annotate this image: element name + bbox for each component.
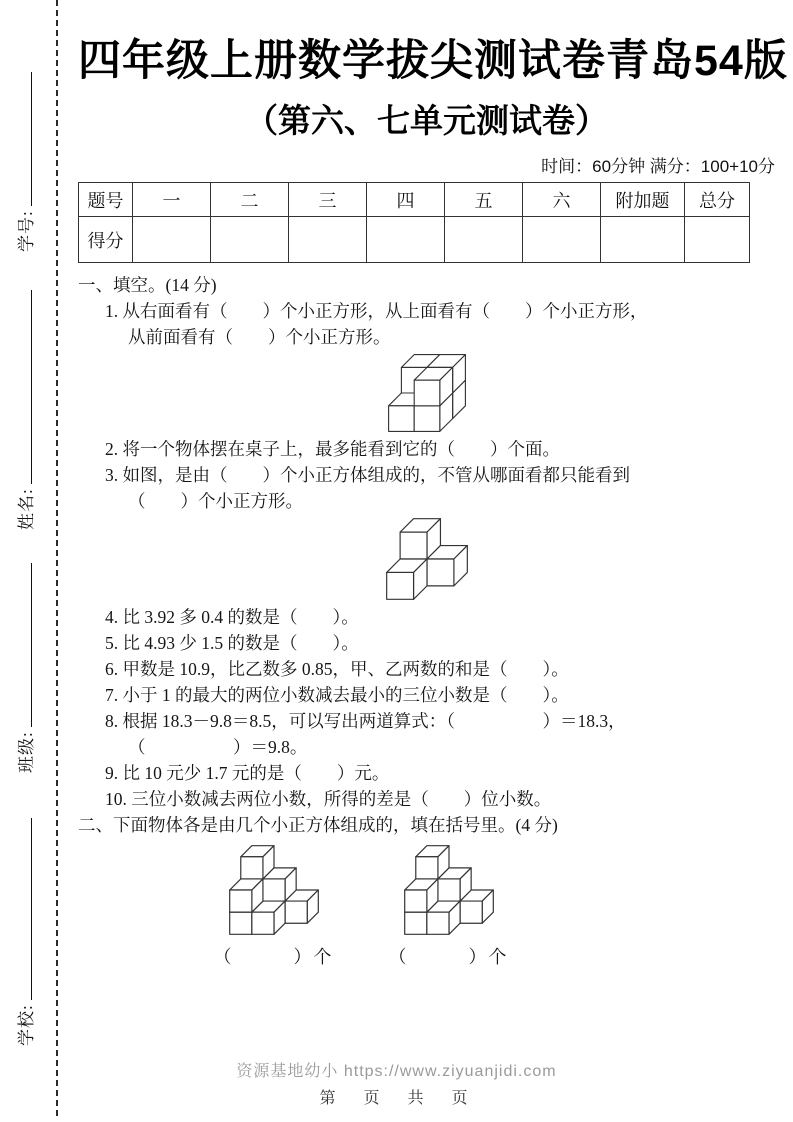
question-body [78, 272, 775, 969]
paper-content [78, 0, 788, 969]
score-col-header: 总分 [685, 183, 750, 217]
school-label: 学校: [17, 1004, 36, 1046]
time-score-meta: 时间：60分钟 满分：100+10分 [541, 157, 775, 176]
section-2-figures [186, 844, 775, 969]
score-cell[interactable] [601, 217, 685, 263]
question-7: 7. 小于 1 的最大的两位小数减去最小的三位小数是（ ）。 [105, 685, 569, 705]
class-label: 班级: [17, 731, 36, 773]
question-3-line-2: （ ）个小正方形。 [128, 491, 303, 511]
score-col-header: 二 [211, 183, 289, 217]
answer-caption-right: （ ）个 [388, 947, 509, 967]
page-footer [0, 1058, 793, 1108]
score-cell[interactable] [133, 217, 211, 263]
question-1-figure [78, 353, 775, 433]
answer-caption-left: （ ）个 [213, 947, 334, 967]
section-1-heading: 一、填空。(14 分) [78, 275, 217, 295]
section-2-heading: 二、下面物体各是由几个小正方体组成的，填在括号里。(4 分) [78, 815, 558, 835]
paper-subtitle: （第六、七单元测试卷） [245, 102, 608, 139]
question-9: 9. 比 10 元少 1.7 元的是（ ）元。 [105, 763, 390, 783]
score-table-header-row [79, 183, 750, 217]
question-1-line-2: 从前面看有（ ）个小正方形。 [128, 327, 391, 347]
question-5: 5. 比 4.93 少 1.5 的数是（ ）。 [105, 633, 359, 653]
question-6: 6. 甲数是 10.9，比乙数多 0.85，甲、乙两数的和是（ ）。 [105, 659, 569, 679]
student-id-field [15, 72, 39, 252]
school-field [15, 818, 39, 1046]
name-field [15, 290, 39, 530]
question-10: 10. 三位小数减去两位小数，所得的差是（ ）位小数。 [105, 789, 552, 809]
student-id-label: 学号: [17, 210, 36, 252]
score-cell[interactable] [523, 217, 601, 263]
question-2: 2. 将一个物体摆在桌子上，最多能看到它的（ ）个面。 [105, 439, 560, 459]
score-col-header: 三 [289, 183, 367, 217]
footer-site-credit: 资源基地幼小 https://www.ziyuanjidi.com [236, 1063, 557, 1080]
score-table [78, 182, 750, 263]
question-4: 4. 比 3.92 多 0.4 的数是（ ）。 [105, 607, 359, 627]
question-8-line-1: 8. 根据 18.3－9.8＝8.5，可以写出两道算式：（ ）＝18.3， [105, 711, 626, 731]
question-3-figure [78, 517, 775, 601]
score-col-header: 一 [133, 183, 211, 217]
section-2-figure-left [186, 844, 361, 969]
question-1-line-1: 1. 从右面看有（ ）个小正方形，从上面看有（ ）个小正方形， [105, 301, 648, 321]
score-table-score-row [79, 217, 750, 263]
cube-figure-q3 [375, 517, 479, 601]
binding-dashed-line [56, 0, 58, 1116]
score-cell[interactable] [211, 217, 289, 263]
score-cell[interactable] [685, 217, 750, 263]
question-8-line-2: （ ）＝9.8。 [128, 737, 308, 757]
score-col-header: 五 [445, 183, 523, 217]
class-blank-line[interactable] [17, 563, 32, 727]
footer-page-numbers: 第 页 共 页 [319, 1090, 474, 1107]
score-col-header: 六 [523, 183, 601, 217]
cube-staircase-figure-left [218, 844, 330, 936]
name-label: 姓名: [17, 488, 36, 530]
student-id-blank-line[interactable] [17, 72, 32, 206]
score-cell[interactable] [289, 217, 367, 263]
score-cell[interactable] [445, 217, 523, 263]
name-blank-line[interactable] [17, 290, 32, 484]
cube-figure-q1 [377, 353, 477, 433]
class-field [15, 563, 39, 773]
score-col-header: 附加题 [601, 183, 685, 217]
paper-title: 四年级上册数学拔尖测试卷青岛54版 [78, 37, 788, 85]
score-col-header: 四 [367, 183, 445, 217]
cube-staircase-figure-right [393, 844, 505, 936]
score-row-label: 得分 [79, 217, 133, 263]
question-3-line-1: 3. 如图，是由（ ）个小正方体组成的，不管从哪面看都只能看到 [105, 465, 630, 485]
score-col-header: 题号 [79, 183, 133, 217]
score-cell[interactable] [367, 217, 445, 263]
school-blank-line[interactable] [17, 818, 32, 1000]
section-2-figure-right [361, 844, 536, 969]
